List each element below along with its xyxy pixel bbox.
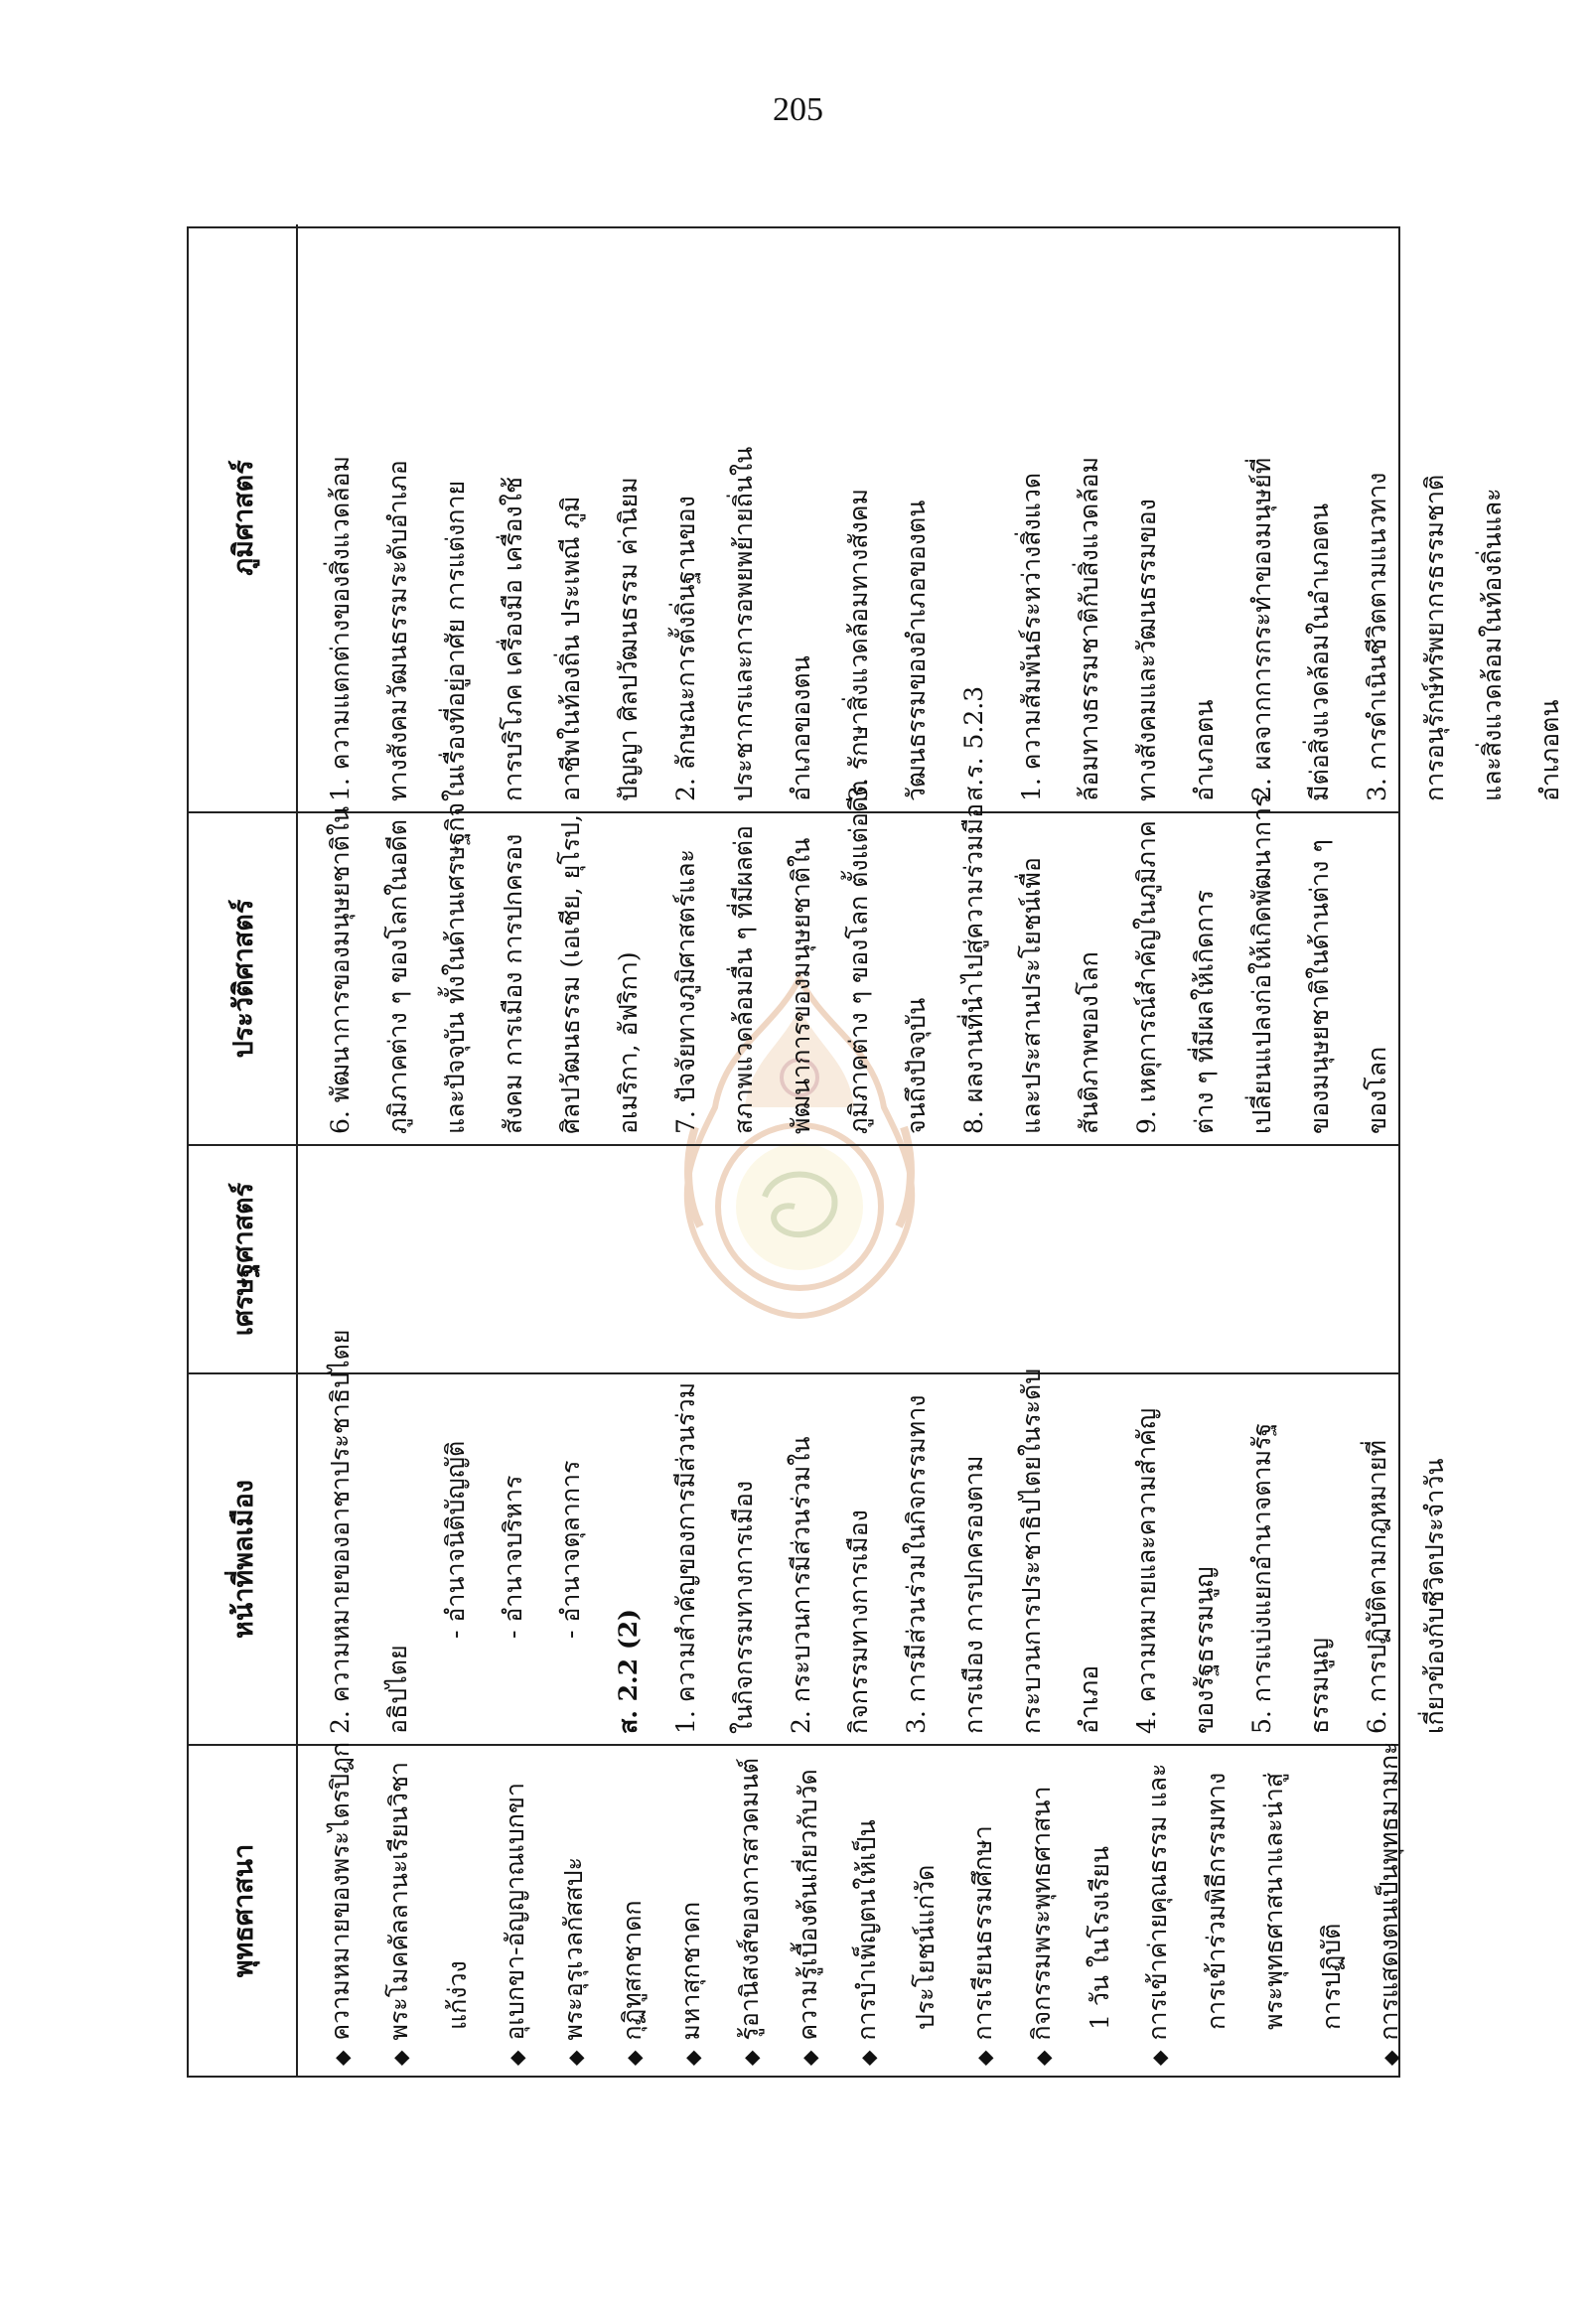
history-line: 9. เหตุการณ์สำคัญในภูมิภาค <box>1132 820 1161 1134</box>
geography-line: อำเภอของตน <box>787 655 815 801</box>
buddhism-line <box>370 1756 429 2066</box>
history-line: ศิลปวัฒนธรรม (เอเชีย, ยุโรป, <box>556 814 585 1134</box>
buddhism-line-text: กุฏิทูสกชาดก <box>618 1900 647 2041</box>
geography-line: ล้อมทางธรรมชาติกับสิ่งแวดล้อม <box>1075 456 1103 801</box>
civics-line: 5. การแบ่งแยกอำนาจตามรัฐ <box>1247 1422 1276 1734</box>
geography-line: และสิ่งแวดล้อมในท้องถิ่นและ <box>1478 488 1507 801</box>
geography-line: 3. รักษาสิ่งแวดล้อมทางสังคม <box>844 489 873 801</box>
buddhism-line <box>662 1756 721 2066</box>
header-civics: หน้าที่พลเมือง <box>189 1372 298 1744</box>
buddhism-line-text: ความรู้เบื้องต้นเกี่ยวกับวัด <box>794 1769 822 2041</box>
civics-line: 2. ความหมายของอาชาประชาธิปไตย <box>326 1329 355 1734</box>
column-civics <box>298 1329 1449 1744</box>
buddhism-line-text: การเรียนธรรมศึกษา <box>968 1825 997 2041</box>
diamond-bullet-icon: ◆ <box>388 2050 412 2066</box>
buddhism-line-text: การเข้าร่วมพิธีกรรมทาง <box>1202 1772 1231 2030</box>
geography-line: 2. ผลจากการกระทำของมนุษย์ที่ <box>1247 457 1276 801</box>
geography-line: 3. การดำเนินชีวิตตามแนวทาง <box>1363 472 1391 801</box>
diamond-bullet-icon: ◆ <box>1378 2050 1402 2066</box>
history-line: ต่าง ๆ ที่มีผลให้เกิดการ <box>1190 890 1219 1134</box>
geography-line: การอนุรักษ์ทรัพยากรธรรมชาติ <box>1420 474 1449 801</box>
buddhism-line-text: พระอุรุเวลกัสสปะ <box>559 1856 588 2041</box>
civics-line: การเมือง การปกครองตาม <box>959 1455 988 1734</box>
geography-line: อำเภอตน <box>1190 699 1219 801</box>
geography-line: ในเรื่องที่อยู่อาศัย การแต่งกาย <box>441 480 470 801</box>
buddhism-line-text: 1 วัน ในโรงเรียน <box>1086 1846 1114 2030</box>
column-economics <box>298 1144 1398 1372</box>
geography-line: อำเภอตน <box>1535 699 1564 801</box>
civics-line: 4. ความหมายและความสำคัญ <box>1132 1407 1161 1734</box>
buddhism-line-text: การปฏิบัติ <box>1317 1923 1346 2030</box>
civics-line: กิจกรรมทางการเมือง <box>844 1510 873 1734</box>
buddhism-line-text: พระพุทธศาสนาและน่าสู่ <box>1259 1772 1288 2030</box>
geography-line: การบริโภค เครื่องมือ เครื่องใช้ <box>499 477 527 801</box>
geography-line: วัฒนธรรมของอำเภอของตน <box>902 500 931 801</box>
buddhism-line <box>1245 1756 1303 2066</box>
column-buddhism <box>298 1741 1403 2076</box>
buddhism-line-text: กิจกรรมพระพุทธศาสนา <box>1027 1786 1056 2041</box>
civics-line: - อำนาจตุลาการ <box>556 1460 585 1639</box>
diamond-bullet-icon: ◆ <box>330 2050 354 2066</box>
history-line: เปลี่ยนแปลงก่อให้เกิดพัฒนาการ <box>1247 793 1276 1134</box>
history-line: ของโลก <box>1363 1046 1391 1134</box>
buddhism-line <box>604 1756 662 2066</box>
history-line: ภูมิภาคต่าง ๆ ของโลกในอดีต <box>383 819 412 1134</box>
buddhism-line <box>1188 1756 1245 2066</box>
geography-line: ประชากรและการอพยพย้ายถิ่นใน <box>729 446 758 801</box>
civics-line: 1. ความสำคัญของการมีส่วนร่วม <box>671 1381 700 1734</box>
history-line: ภูมิภาคต่าง ๆ ของโลก ตั้งแต่อดีต <box>844 780 873 1134</box>
buddhism-line-text: การบำเพ็ญตนให้เป็น <box>852 1819 881 2041</box>
buddhism-line-text: ประโยชน์แก่วัด <box>911 1864 940 2030</box>
header-buddhism: พุทธศาสนา <box>189 1744 298 2076</box>
header-history: ประวัติศาสตร์ <box>189 811 298 1144</box>
diamond-bullet-icon: ◆ <box>505 2050 528 2066</box>
history-line: 7. ปัจจัยทางภูมิศาสตร์และ <box>671 849 700 1134</box>
buddhism-line-text: การเข้าค่ายคุณธรรม และ <box>1143 1763 1172 2041</box>
geography-line: ปัญญา ศิลปวัฒนธรรม ค่านิยม <box>614 477 643 801</box>
buddhism-line-text: อุเบกขา-อัญญาณเบกขา <box>501 1782 529 2041</box>
buddhism-line <box>954 1756 1013 2066</box>
history-line: จนถึงปัจจุบัน <box>902 997 931 1134</box>
civics-line: 3. การมีส่วนร่วมในกิจกรรมทาง <box>902 1394 931 1734</box>
civics-line: 6. การปฏิบัติตามกฎหมายที่ <box>1363 1440 1391 1734</box>
diamond-bullet-icon: ◆ <box>856 2050 880 2066</box>
geography-line: 2. ลักษณะการตั้งถิ่นฐานของ <box>671 496 700 801</box>
buddhism-line-text: แก้ง่วง <box>443 1960 472 2030</box>
buddhism-line <box>487 1756 545 2066</box>
civics-line: ของรัฐธรรมนูญ <box>1190 1566 1219 1734</box>
civics-line: กระบวนการประชาธิปไตยในระดับ <box>1017 1367 1046 1734</box>
geography-line: 1. ความแตกต่างของสิ่งแวดล้อม <box>326 455 355 801</box>
history-line: พัฒนาการของมนุษยชาติใน <box>787 837 815 1134</box>
civics-line: อำเภอ <box>1075 1664 1103 1734</box>
geography-line: ทางสังคมและวัฒนธรรมของ <box>1132 499 1161 801</box>
buddhism-line <box>721 1756 780 2066</box>
civics-line: - อำนาจบริหาร <box>499 1475 527 1639</box>
page-number: 205 <box>773 91 823 128</box>
buddhism-line <box>838 1756 897 2066</box>
buddhism-line <box>1361 1741 1419 2066</box>
buddhism-line <box>1129 1756 1188 2066</box>
diamond-bullet-icon: ◆ <box>1031 2050 1055 2066</box>
diamond-bullet-icon: ◆ <box>563 2050 587 2066</box>
buddhism-line <box>545 1756 604 2066</box>
buddhism-line <box>1303 1756 1361 2066</box>
buddhism-line-text: มหาสุกชาดก <box>676 1901 705 2041</box>
history-line: 6. พัฒนาการของมนุษยชาติใน <box>326 805 355 1134</box>
geography-line: มีต่อสิ่งแวดล้อมในอำเภอตน <box>1305 503 1334 801</box>
diamond-bullet-icon: ◆ <box>1147 2050 1171 2066</box>
civics-line: 2. กระบวนการมีส่วนร่วมใน <box>787 1436 815 1734</box>
civics-line: - อำนาจนิติบัญญัติ <box>441 1440 470 1639</box>
buddhism-line-text: รู้อานิสงส์ของการสวดมนต์ <box>735 1758 764 2041</box>
history-line: 8. ผลงานที่นำไปสู่ความร่วมมือ <box>959 802 988 1134</box>
history-line: ของมนุษยชาติในด้านต่าง ๆ <box>1305 839 1334 1134</box>
geography-line: ทางสังคมวัฒนธรรมระดับอำเภอ <box>383 460 412 801</box>
diamond-bullet-icon: ◆ <box>622 2050 646 2066</box>
buddhism-line <box>312 1742 370 2066</box>
buddhism-line <box>1013 1756 1072 2066</box>
civics-line: ในกิจกรรมทางการเมือง <box>729 1480 758 1734</box>
history-line: สภาพแวดล้อมอื่น ๆ ที่มีผลต่อ <box>729 824 758 1134</box>
diamond-bullet-icon: ◆ <box>680 2050 704 2066</box>
diamond-bullet-icon: ◆ <box>798 2050 821 2066</box>
header-geography: ภูมิศาสตร์ <box>189 224 298 811</box>
buddhism-line <box>780 1756 838 2066</box>
buddhism-line-text: ความหมายของพระไตรปิฎก <box>326 1742 355 2041</box>
history-line: และปัจจุบัน ทั้งในด้านเศรษฐกิจ <box>441 801 470 1134</box>
buddhism-line-text: พระโมคคัลลานะเรียนวิชา <box>384 1761 413 2041</box>
column-geography <box>298 224 1564 811</box>
curriculum-table <box>187 226 1564 2078</box>
rotated-table-wrapper <box>187 226 1564 2078</box>
history-line: และประสานประโยชน์เพื่อ <box>1017 857 1046 1134</box>
buddhism-line <box>429 1756 487 2066</box>
geography-line: 1. ความสัมพันธ์ระหว่างสิ่งแวด <box>1017 472 1046 801</box>
buddhism-line-text: การแสดงตนเป็นพุทธมามกะ <box>1375 1741 1403 2041</box>
geography-line: ส.ร. 5.2.3 <box>959 685 988 801</box>
civics-line: อธิปไตย <box>383 1645 412 1734</box>
diamond-bullet-icon: ◆ <box>972 2050 996 2066</box>
civics-line: ธรรมนูญ <box>1305 1638 1334 1734</box>
buddhism-line <box>1072 1756 1129 2066</box>
buddhism-line <box>897 1756 954 2066</box>
column-history <box>298 780 1398 1144</box>
header-economics: เศรษฐศาสตร์ <box>189 1144 298 1372</box>
history-line: สันติภาพของโลก <box>1075 951 1103 1134</box>
civics-line: เกี่ยวข้องกับชีวิตประจำวัน <box>1420 1458 1449 1734</box>
geography-line: อาชีพในท้องถิ่น ประเพณี ภูมิ <box>556 496 585 801</box>
history-line: อเมริกา, อัฟริกา) <box>614 951 643 1134</box>
diamond-bullet-icon: ◆ <box>739 2050 763 2066</box>
history-line: สังคม การเมือง การปกครอง <box>499 833 527 1134</box>
civics-line: ส. 2.2 (2) <box>614 1609 643 1734</box>
